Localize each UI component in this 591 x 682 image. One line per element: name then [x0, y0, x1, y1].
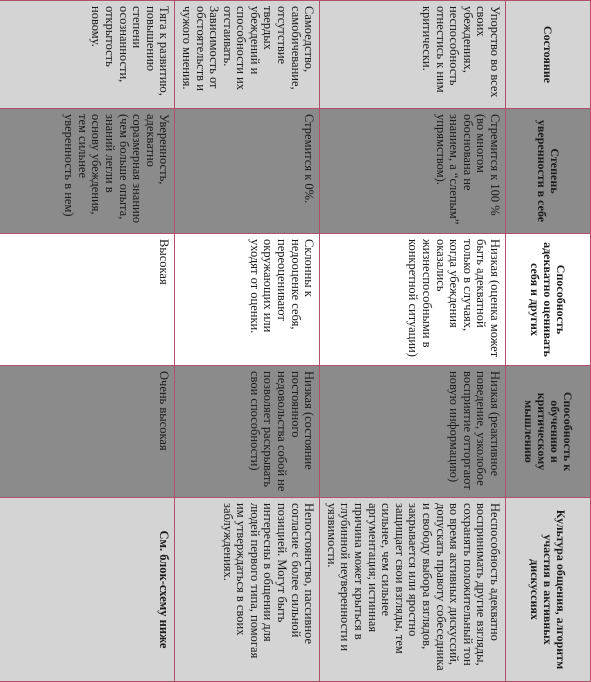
cell-culture: См. блок-схему ниже	[0, 498, 175, 682]
cell-confidence: Уверенность, адекватно соразмерная знанию (чем больше опыта, знаний легли в основу убеждения, тем сильнее уверенность в нем)	[0, 109, 175, 234]
cell-assessment: Склонны к недооценке себя, переоценивают окружающих или уходят от оценки.	[175, 234, 320, 366]
cell-assessment: Низкая (оценка может быть адекватной только в случаях, когда убеждения оказались жизнеспособными в конкретной ситуации)	[320, 234, 506, 366]
cell-learning: Низкая (реактивное поведение, узколобое восприятие отторгают новую информацию)	[320, 366, 506, 498]
cell-culture: Непостоянство, пассивное согласие с более сильной позицией. Могут быть интересны в общении для людей первого типа, помогая им утверждаться в своих заблуждениях.	[175, 498, 320, 682]
header-assessment: Способность адекватно оценивать себя и других	[506, 234, 591, 366]
table-row	[0, 1, 175, 682]
cell-state: Тяга к развитию, повышению степени осознанности, открытость новому.	[0, 1, 175, 109]
table-header-row	[506, 1, 591, 682]
cell-culture: Неспособность адекватно воспринимать другие взгляды, сохранять положительный тон во время активных дискуссий, допускать правоту собеседника и свободу выбора взглядов, закрывается или яростно защищает свои взгляды, тем сильнее, чем сильнее аргументация; истинная причина может крыться в глубинной неуверенности и уязвимости.	[320, 498, 506, 682]
cell-state: Самоедство, самобичевание, отсутствие твердых убеждений и способности их отстаивать. Зависимость от обстоятельств и чужого мнения.	[175, 1, 320, 109]
cell-learning: Очень высокая	[0, 366, 175, 498]
cell-assessment: Высокая	[0, 234, 175, 366]
cell-confidence: Стремится к 0%.	[175, 109, 320, 234]
header-culture: Культура общения, алгоритм участия в активных дискуссиях	[506, 498, 591, 682]
cell-confidence: Стремится к 100 % (во многом обоснована не знанием, а “слепым” упрямством).	[320, 109, 506, 234]
table-row	[175, 1, 320, 682]
cell-learning: Низкая (состояние постоянного недовольства собой не позволяет раскрывать свои способности)	[175, 366, 320, 498]
header-learning: Способность к обучению и критическому мышлению	[506, 366, 591, 498]
header-state: Состояние	[506, 1, 591, 109]
cell-state: Упорство во всех своих убеждениях, неспособность отнестись к ним критически.	[320, 1, 506, 109]
header-confidence: Степень уверенности в себе	[506, 109, 591, 234]
table-row	[320, 1, 506, 682]
